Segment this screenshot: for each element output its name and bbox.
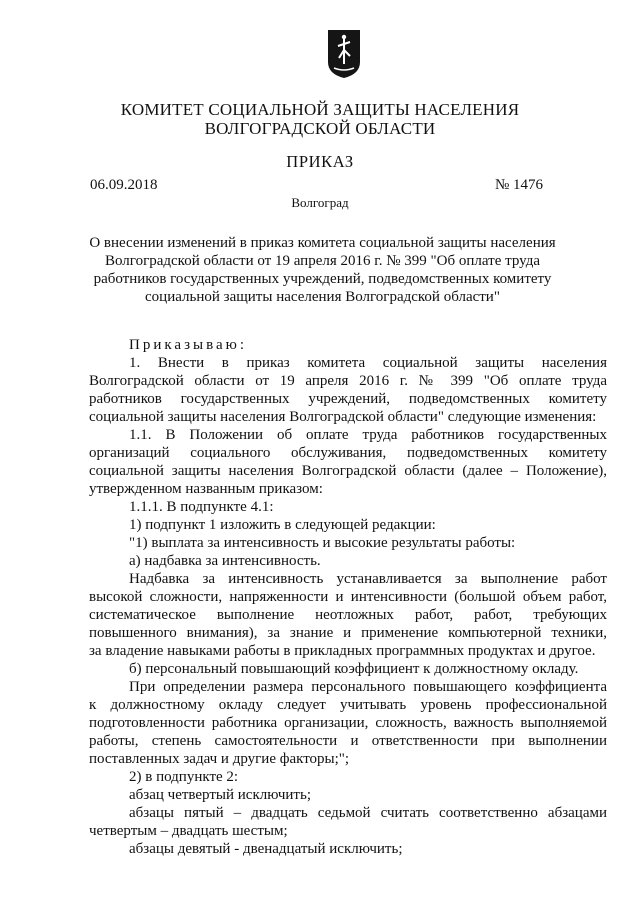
body-line: "1) выплата за интенсивность и высокие результаты работы: xyxy=(129,535,516,551)
body-line: поставленных задач и другие факторы;"; xyxy=(89,751,350,767)
body-line: четвертым – двадцать шестым; xyxy=(89,823,288,839)
body-line: При определении размера персонального повышающего коэффициента xyxy=(129,679,607,695)
order-date: 06.09.2018 xyxy=(90,177,158,193)
body-line: абзацы девятый - двенадцатый исключить; xyxy=(129,841,403,857)
organization-name-line-1: КОМИТЕТ СОЦИАЛЬНОЙ ЗАЩИТЫ НАСЕЛЕНИЯ xyxy=(120,100,520,119)
subject-line: социальной защиты населения Волгоградской области" xyxy=(145,289,500,305)
body-line: систематическое выполнение неотложных работ, работ, требующих xyxy=(89,607,607,623)
subject-line: Волгоградской области от 19 апреля 2016 г. № 399 "Об оплате труда xyxy=(105,253,540,269)
body-line: 1.1.1. В подпункте 4.1: xyxy=(129,499,274,515)
order-body xyxy=(89,336,607,858)
body-line: абзац четвертый исключить; xyxy=(129,787,311,803)
body-line: работников государственных учреждений, подведомственных комитету xyxy=(89,391,607,407)
body-line: 1.1. В Положении об оплате труда работников государственных xyxy=(129,427,607,443)
body-line: 2) в подпункте 2: xyxy=(129,769,239,785)
body-line: за владение навыками работы в прикладных программных продуктах и другое. xyxy=(89,643,596,659)
body-line: утвержденном названным приказом: xyxy=(89,481,323,497)
body-line: Надбавка за интенсивность устанавливается за выполнение работ xyxy=(129,571,607,587)
body-line: Волгоградской области от 19 апреля 2016 г. № 399 "Об оплате труда xyxy=(89,373,607,389)
body-line: а) надбавка за интенсивность. xyxy=(129,553,321,569)
body-line: подготовленности работника организации, сложность, важность выполняемой xyxy=(89,715,607,731)
body-line: повышенного внимания), за знание и применение компьютерной техники, xyxy=(89,625,607,641)
order-number: № 1476 xyxy=(495,177,544,193)
order-subject xyxy=(80,234,565,306)
body-line: абзацы пятый – двадцать седьмой считать соответственно абзацами xyxy=(129,805,607,821)
body-line: к должностному окладу следует учитывать уровень профессиональной xyxy=(89,697,607,713)
body-line: работы, степень самостоятельности и ответственности при выполнении xyxy=(89,733,607,749)
body-line: 1) подпункт 1 изложить в следующей редакции: xyxy=(129,517,436,533)
body-line: социальной защиты населения Волгоградской области (далее – Положение), xyxy=(89,463,607,479)
body-line: организаций социального обслуживания, подведомственных комитету xyxy=(89,445,607,461)
subject-line: работников государственных учреждений, подведомственных комитету xyxy=(93,271,552,287)
body-line: социальной защиты населения Волгоградской области" следующие изменения: xyxy=(89,409,597,425)
organization-name-line-2: ВОЛГОГРАДСКОЙ ОБЛАСТИ xyxy=(204,119,436,138)
body-line-order-word: Приказываю: xyxy=(129,337,247,353)
coat-of-arms-icon xyxy=(326,28,362,80)
city-name: Волгоград xyxy=(291,195,349,210)
body-line: б) персональный повышающий коэффициент к должностному окладу. xyxy=(129,661,579,677)
body-line: 1. Внести в приказ комитета социальной защиты населения xyxy=(129,355,607,371)
document-type-title: ПРИКАЗ xyxy=(286,152,354,171)
subject-line: О внесении изменений в приказ комитета социальной защиты населения xyxy=(89,235,556,251)
body-line: высокой сложности, напряженности и интенсивности (большой объем работ, xyxy=(89,589,607,605)
